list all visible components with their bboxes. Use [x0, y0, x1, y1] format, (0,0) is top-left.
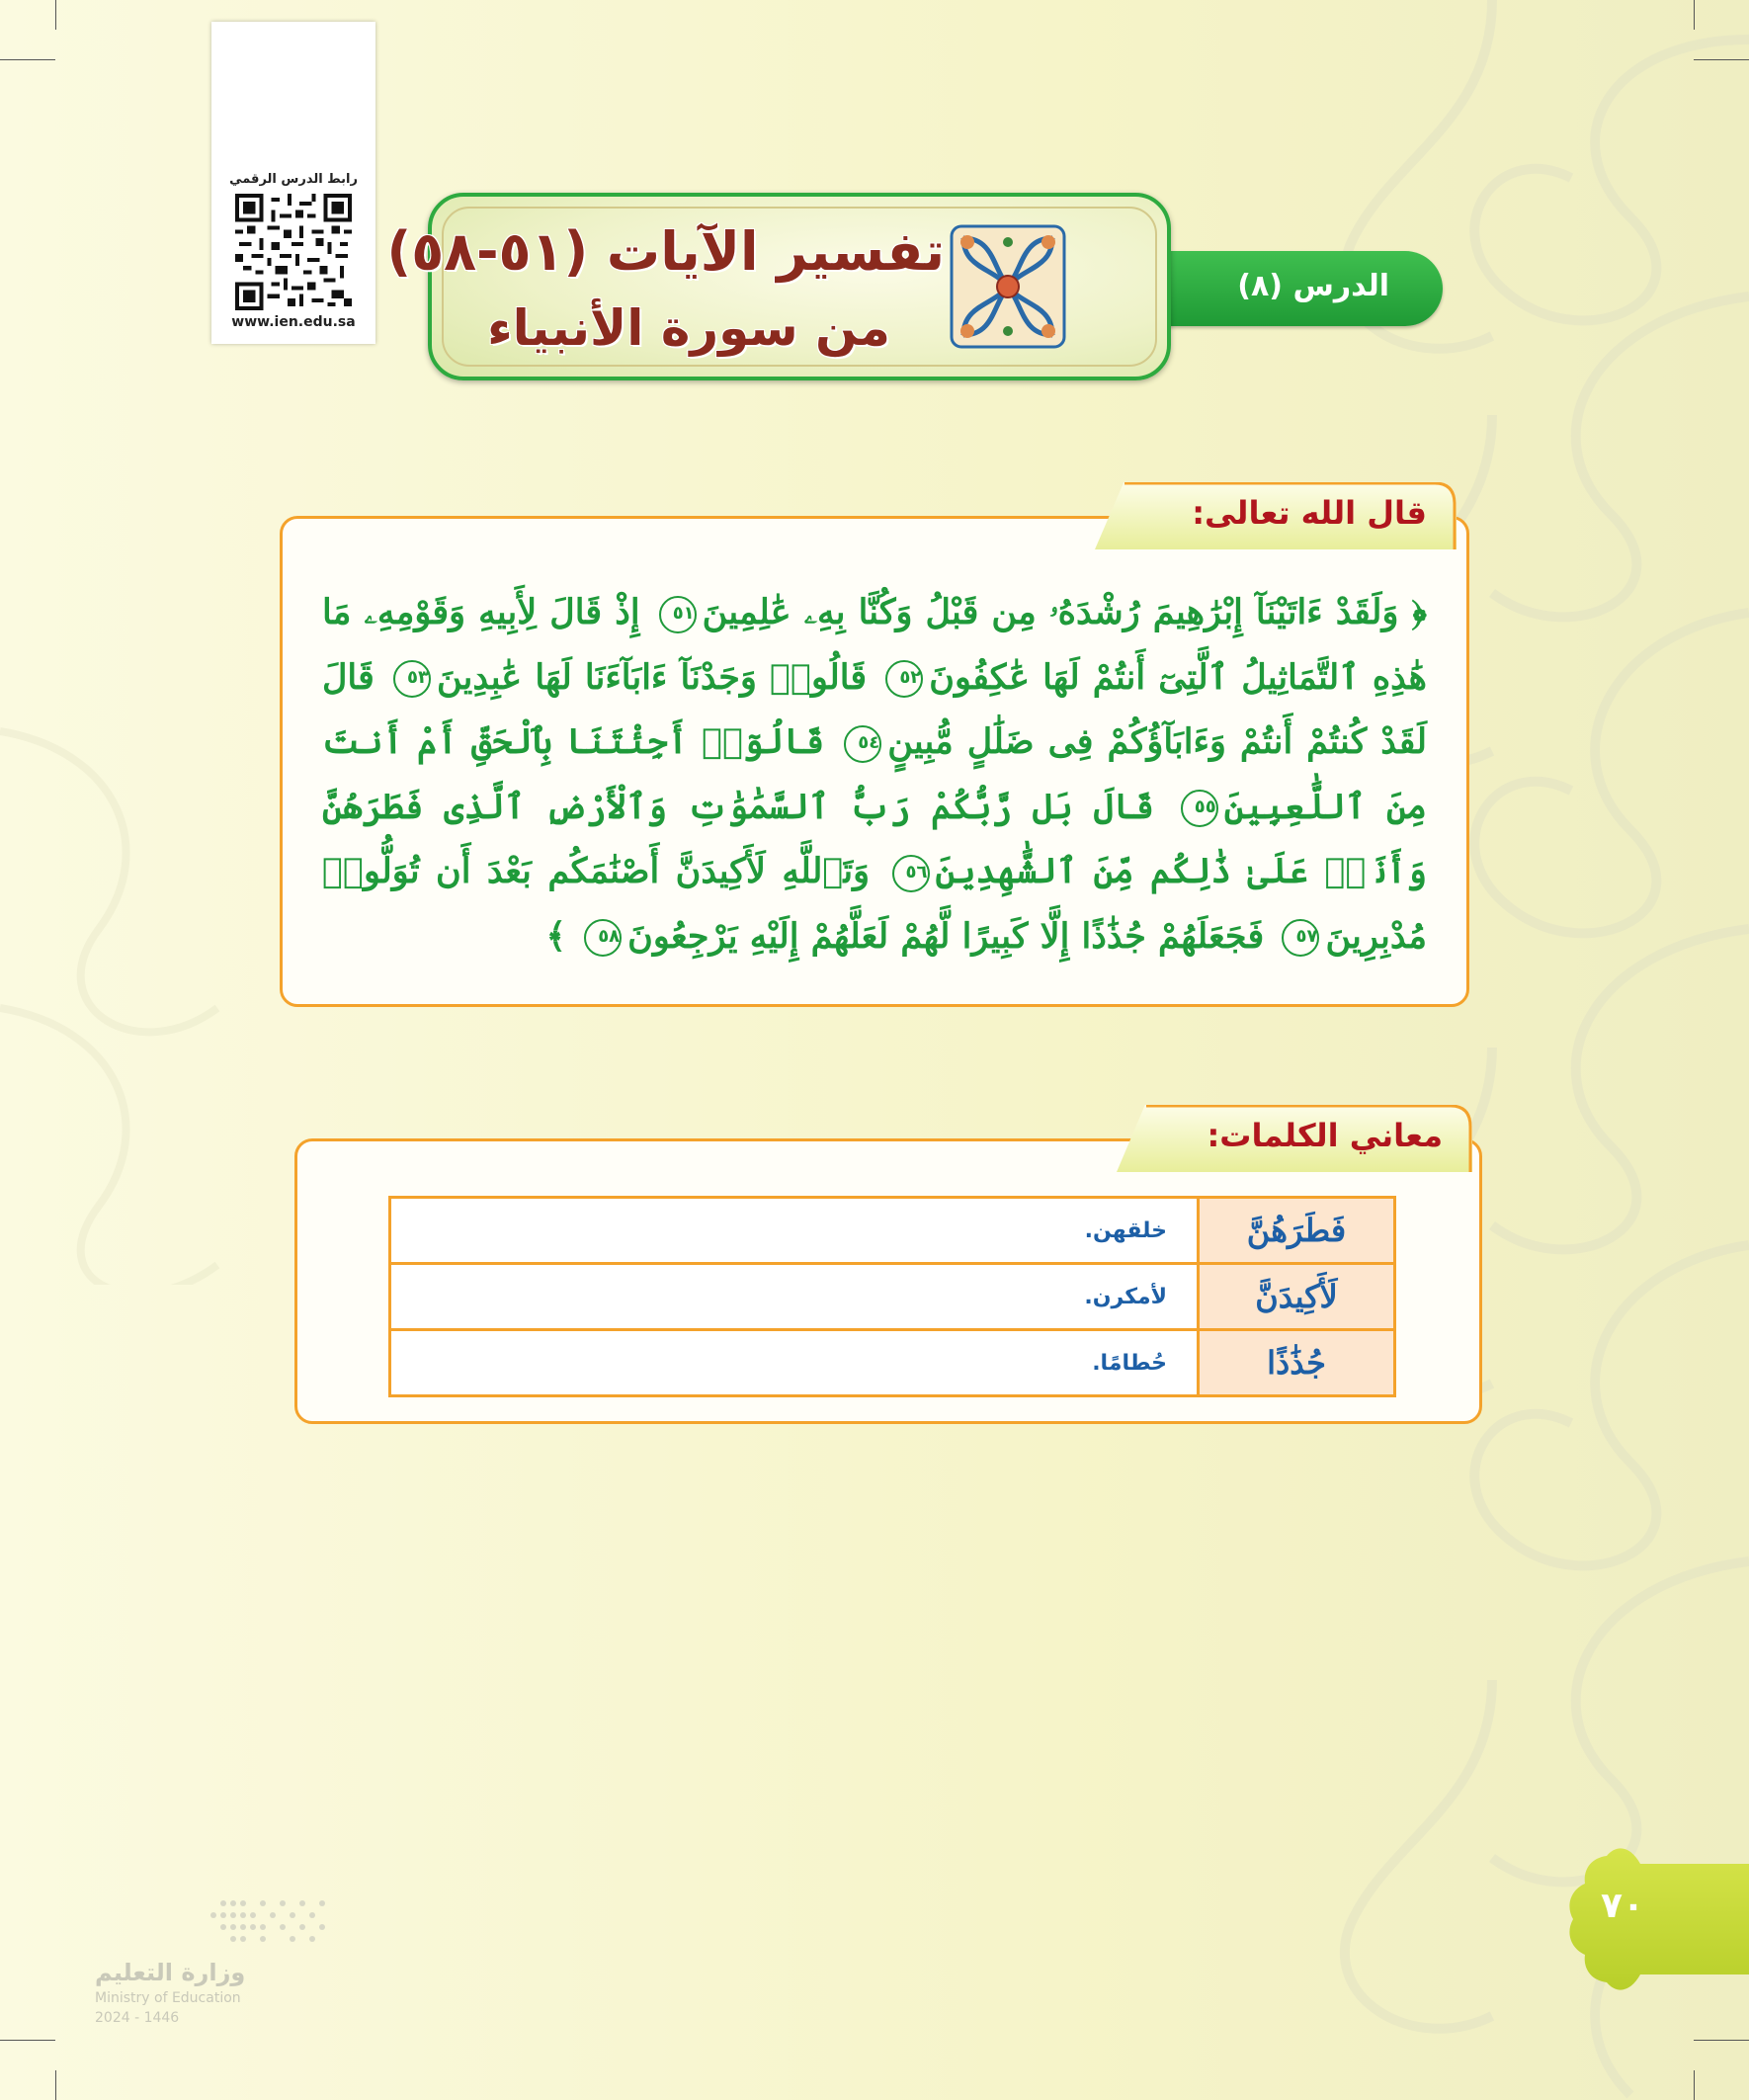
- table-row: [390, 1264, 1395, 1330]
- verse-open-bracket: ﴿: [1411, 592, 1428, 632]
- ayah-number: ٥٣: [393, 660, 431, 698]
- qr-card[interactable]: [211, 22, 375, 344]
- meanings-table: [388, 1196, 1396, 1397]
- lesson-label: الدرس (٨): [1237, 269, 1389, 303]
- meanings-heading-tab: [1117, 1105, 1472, 1172]
- page-subtitle: من سورة الأنبياء: [487, 299, 890, 357]
- verse-close-bracket: ﴾: [545, 915, 566, 957]
- verse-segment: قَالَ لَقَدْ كُنتُمْ أَنتُمْ وَءَابَآؤُكُمْ فِى ضَلَٰلٍ مُّبِينٍ: [322, 656, 1428, 762]
- meaning-cell: خلقهن.: [390, 1198, 1199, 1264]
- word-cell: جُذَٰذًا: [1199, 1330, 1395, 1396]
- page-title: تفسير الآيات (٥١-٥٨): [386, 220, 945, 283]
- crop-mark: [1694, 2040, 1749, 2041]
- ministry-year: 2024 - 1446: [95, 2010, 180, 2026]
- page-number: ٧٠: [1601, 1886, 1644, 1926]
- crop-mark: [55, 0, 56, 30]
- ayah-number: ٥١: [659, 596, 697, 633]
- crop-mark: [0, 59, 55, 60]
- ayah-number: ٥٤: [844, 725, 881, 763]
- meaning-cell: لأمكرن.: [390, 1264, 1199, 1330]
- ayah-number: ٥٦: [892, 855, 930, 892]
- crop-mark: [55, 2070, 56, 2100]
- crop-mark: [1694, 59, 1749, 60]
- title-banner: [386, 193, 1171, 380]
- ayah-number: ٥٢: [885, 660, 923, 698]
- lesson-badge: [1136, 251, 1443, 326]
- table-row: [390, 1198, 1395, 1264]
- ayah-number: ٥٥: [1181, 790, 1218, 827]
- verse-segment: فَجَعَلَهُمْ جُذَٰذًا إِلَّا كَبِيرًا لَّهُمْ لَعَلَّهُمْ إِلَيْهِ يَرْجِعُونَ: [627, 915, 1265, 957]
- ministry-dots-icon: [95, 1895, 332, 1955]
- crop-mark: [1694, 0, 1695, 30]
- arabesque-emblem-icon: [944, 218, 1072, 355]
- ministry-name-ar: وزارة التعليم: [95, 1959, 246, 1986]
- ayah-number: ٥٨: [584, 919, 622, 957]
- crop-mark: [0, 2040, 55, 2041]
- verse-segment: إِذْ قَالَ لِأَبِيهِ وَقَوْمِهِۦ مَا هَٰذِهِ ٱلتَّمَاثِيلُ ٱلَّتِىٓ أَنتُمْ لَهَا عَٰكِفُونَ: [322, 592, 1428, 698]
- verses-heading-tab: [1095, 482, 1457, 549]
- ayah-number: ٥٧: [1282, 919, 1319, 957]
- arabesque-ornament-left: [0, 692, 296, 1285]
- verse-segment: وَتَٱللَّهِ لَأَكِيدَنَّ أَصْنَٰمَكُم بَعْدَ أَن تُوَلُّوا۟ مُدْبِرِينَ: [322, 851, 1427, 957]
- word-cell: لَأَكِيدَنَّ: [1199, 1264, 1395, 1330]
- table-row: [390, 1330, 1395, 1396]
- meaning-cell: حُطامًا.: [390, 1330, 1199, 1396]
- meanings-heading: معاني الكلمات:: [1207, 1117, 1443, 1154]
- qr-code-icon[interactable]: [235, 194, 352, 310]
- ministry-logo: [95, 1895, 332, 2034]
- verse-segment: قَالُوٓا۟ أَجِئْتَنَا بِٱلْحَقِّ أَمْ أَنتَ مِنَ ٱللَّٰعِبِينَ: [322, 721, 1428, 827]
- verse-segment: قَالَ بَل رَّبُّكُمْ رَبُّ ٱلسَّمَٰوَٰتِ وَٱلْأَرْضِ ٱلَّذِى فَطَرَهُنَّ وَأَنَا۠ عَلَىٰ ذَٰلِكُم مِّنَ ٱلشَّٰهِدِينَ: [322, 786, 1428, 891]
- crop-mark: [1694, 2070, 1695, 2100]
- qr-label: رابط الدرس الرقمي: [229, 172, 358, 187]
- qr-url[interactable]: www.ien.edu.sa: [231, 314, 356, 330]
- verses-heading: قال الله تعالى:: [1192, 494, 1427, 532]
- verses-text: [322, 580, 1427, 968]
- verse-segment: قَالُوا۟ وَجَدْنَآ ءَابَآءَنَا لَهَا عَٰبِدِينَ: [436, 656, 868, 698]
- verse-segment: وَلَقَدْ ءَاتَيْنَآ إِبْرَٰهِيمَ رُشْدَهُۥ مِن قَبْلُ وَكُنَّا بِهِۦ عَٰلِمِينَ: [702, 592, 1399, 632]
- verses-box: [280, 516, 1469, 1007]
- ministry-name-en: Ministry of Education: [95, 1990, 241, 2006]
- page-number-badge: [1522, 1844, 1749, 1994]
- word-cell: فَطَرَهُنَّ: [1199, 1198, 1395, 1264]
